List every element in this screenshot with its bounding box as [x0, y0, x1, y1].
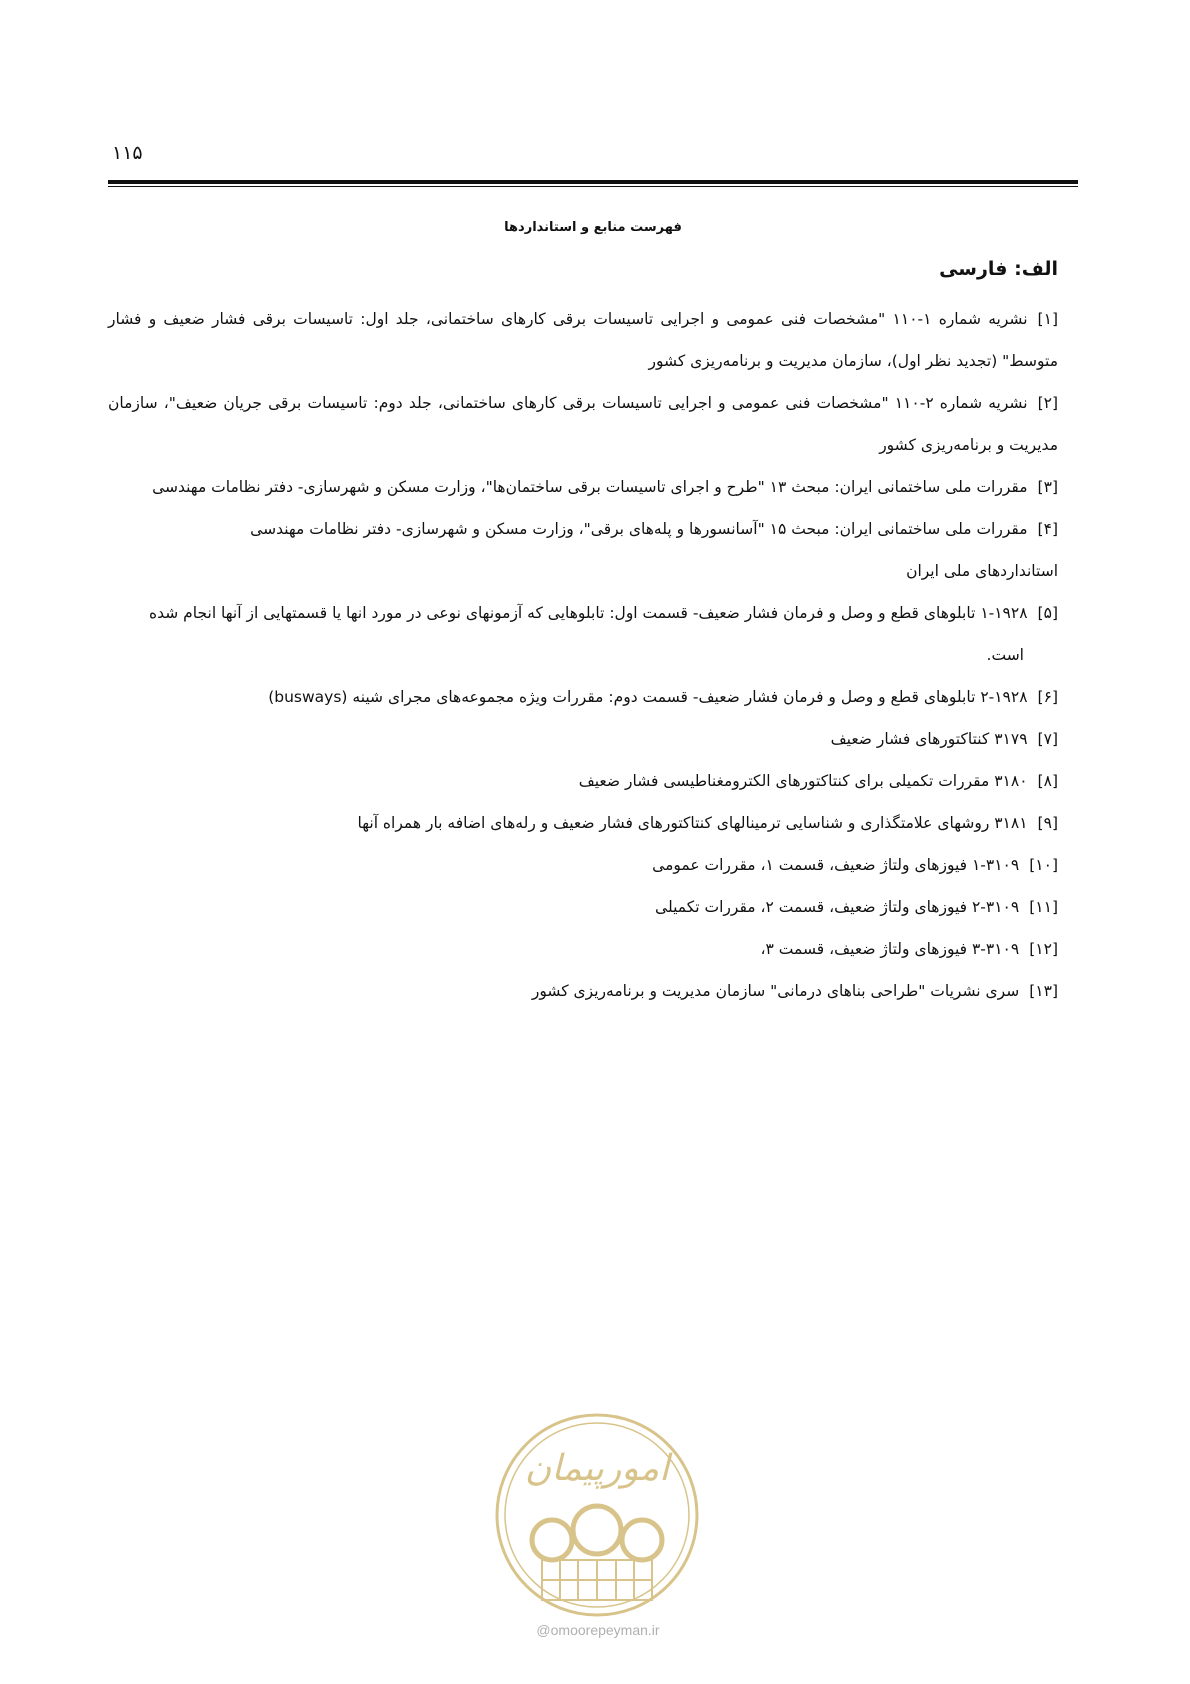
header-rule-thin	[108, 186, 1078, 187]
reference-item-8	[108, 760, 1058, 802]
gear-icon	[532, 1506, 662, 1560]
reference-number: [۶]	[1037, 688, 1058, 706]
header-rule-thick	[108, 180, 1078, 184]
reference-text: ۳۱۷۹ کنتاکتورهای فشار ضعیف	[830, 730, 1028, 748]
reference-item-5	[108, 592, 1058, 676]
watermark-logo	[492, 1410, 702, 1620]
reference-number: [۱۲]	[1029, 940, 1058, 958]
section-heading: فهرست منابع و استانداردها	[504, 220, 682, 235]
reference-number: [۷]	[1037, 730, 1058, 748]
reference-text: سری نشریات "طراحی بناهای درمانی" سازمان مدیریت و برنامه‌ریزی کشور	[531, 982, 1020, 1000]
reference-text: ۳۱۸۰ مقررات تکمیلی برای کنتاکتورهای الکترومغناطیسی فشار ضعیف	[578, 772, 1028, 790]
reference-text: مقررات ملی ساختمانی ایران: مبحث ۱۵ "آسانسورها و پله‌های برقی"، وزارت مسکن و شهرسازی- دفتر نظامات مهندسی	[250, 520, 1028, 538]
sub-heading: الف: فارسی	[939, 258, 1058, 280]
reference-number: [۹]	[1037, 814, 1058, 832]
reference-text: ۲-۱۹۲۸ تابلوهای قطع و وصل و فرمان فشار ضعیف- قسمت دوم: مقررات ویژه مجموعه‌های مجرای شینه (busways)	[268, 688, 1028, 706]
reference-item-3	[108, 466, 1058, 508]
reference-number: [۲]	[1037, 394, 1059, 412]
reference-list	[108, 298, 1058, 1012]
reference-number: [۴]	[1037, 520, 1058, 538]
reference-number: [۱]	[1037, 310, 1058, 328]
reference-item-1	[108, 298, 1058, 382]
reference-number: [۵]	[1037, 604, 1058, 622]
reference-text: ۳۱۸۱ روشهای علامتگذاری و شناسایی ترمینالهای کنتاکتورهای فشار ضعیف و رله‌های اضافه بار همراه آنها	[357, 814, 1028, 832]
reference-text: مقررات ملی ساختمانی ایران: مبحث ۱۳ "طرح و اجرای تاسیسات برقی ساختمان‌ها"، وزارت مسکن و شهرسازی- دفتر نظامات مهندسی	[152, 478, 1028, 496]
logo-caption: @omoorepeyman.ir	[536, 1622, 660, 1638]
reference-number: [۱۳]	[1029, 982, 1058, 1000]
reference-text: ۳-۳۱۰۹ فیوزهای ولتاژ ضعیف، قسمت ۳،	[760, 940, 1020, 958]
reference-number: [۱۰]	[1029, 856, 1058, 874]
reference-item-2	[108, 382, 1058, 466]
page-number: ۱۱۵	[112, 142, 143, 164]
reference-text: ۲-۳۱۰۹ فیوزهای ولتاژ ضعیف، قسمت ۲، مقررات تکمیلی	[655, 898, 1020, 916]
reference-text: ۱-۱۹۲۸ تابلوهای قطع و وصل و فرمان فشار ضعیف- قسمت اول: تابلوهایی که آزمونهای نوعی در مورد انها یا قسمتهایی از آنها انجام شده است.	[149, 604, 1028, 664]
reference-text: ۱-۳۱۰۹ فیوزهای ولتاژ ضعیف، قسمت ۱، مقررات عمومی	[652, 856, 1020, 874]
reference-item-4	[108, 508, 1058, 550]
reference-item-9	[108, 802, 1058, 844]
reference-item-6	[108, 676, 1058, 718]
logo-text: امورپیمان	[524, 1448, 670, 1489]
reference-item-13	[108, 970, 1058, 1012]
subsection-heading: استانداردهای ملی ایران	[906, 562, 1058, 580]
reference-number: [۱۱]	[1029, 898, 1058, 916]
reference-number: [۳]	[1037, 478, 1058, 496]
reference-text: نشریه شماره ۲-۱۱۰ "مشخصات فنی عمومی و اجرایی تاسیسات برقی کارهای ساختمانی، جلد دوم: تاسیسات برقی جریان ضعیف"، سازمان مدیریت و برنامه‌ریزی کشور	[108, 394, 1058, 454]
grid-base-icon	[542, 1560, 652, 1600]
reference-text: نشریه شماره ۱-۱۱۰ "مشخصات فنی عمومی و اجرایی تاسیسات برقی کارهای ساختمانی، جلد اول: تاسیسات برقی فشار ضعیف و فشار متوسط" (تجدید نظر اول)، سازمان مدیریت و برنامه‌ریزی کشور	[108, 310, 1058, 370]
reference-item-11	[108, 886, 1058, 928]
reference-number: [۸]	[1037, 772, 1058, 790]
reference-item-7	[108, 718, 1058, 760]
reference-item-10	[108, 844, 1058, 886]
reference-item-12	[108, 928, 1058, 970]
